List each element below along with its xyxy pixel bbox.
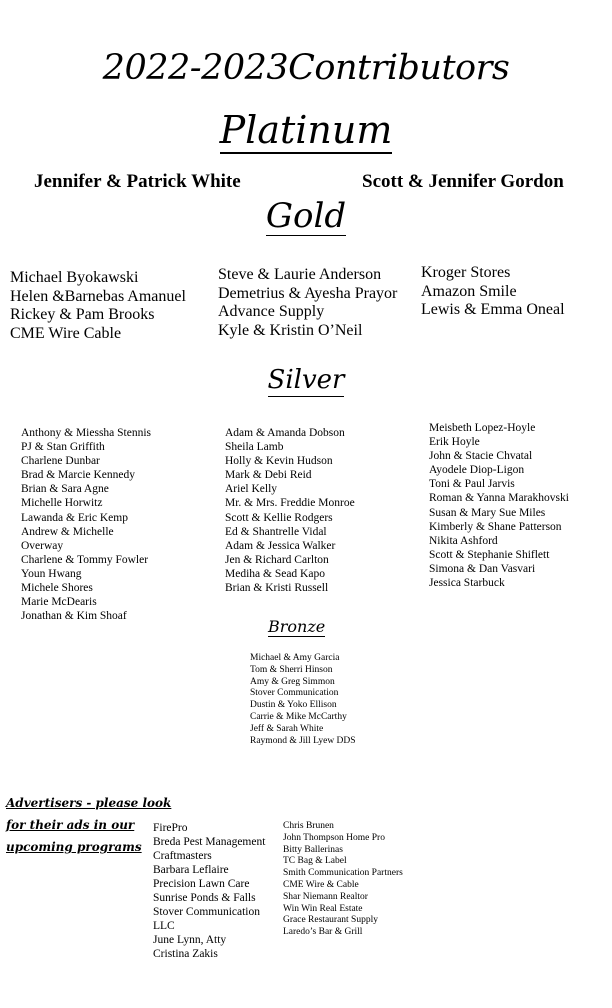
silver-contributor: Susan & Mary Sue Miles: [429, 506, 546, 519]
advertiser: Bitty Ballerinas: [283, 844, 343, 855]
silver-contributor: Jonathan & Kim Shoaf: [21, 610, 127, 623]
advertiser: Precision Lawn Care: [153, 878, 250, 890]
silver-contributor: Brian & Kristi Russell: [225, 582, 329, 595]
page-title: 2022-2023Contributors: [102, 48, 510, 88]
silver-contributor: Youn Hwang: [21, 567, 82, 580]
silver-contributor: Brad & Marcie Kennedy: [21, 469, 136, 482]
silver-contributor: Lawanda & Eric Kemp: [21, 511, 128, 524]
silver-contributor: Roman & Yanna Marakhovski: [429, 492, 569, 505]
advertiser: Smith Communication Partners: [283, 868, 403, 879]
silver-heading: [0, 364, 612, 397]
silver-contributor: Michele Shores: [21, 582, 93, 595]
advertiser: Cristina Zakis: [153, 948, 218, 960]
bronze-contributor: Jeff & Sarah White: [250, 723, 324, 734]
gold-contributor: CME Wire Cable: [10, 325, 122, 343]
advertiser: Barbara Leflaire: [153, 864, 229, 876]
platinum-heading-text: Platinum: [219, 108, 393, 152]
advertiser: Stover Communication: [153, 906, 261, 918]
advertiser: TC Bag & Label: [283, 856, 347, 867]
gold-heading: [0, 196, 612, 236]
silver-contributor: Mediha & Sead Kapo: [225, 567, 325, 580]
advertiser: June Lynn, Atty: [153, 934, 227, 946]
advertiser: Laredo’s Bar & Grill: [283, 927, 363, 938]
bronze-contributor: Michael & Amy Garcia: [250, 653, 340, 663]
silver-contributor: Adam & Amanda Dobson: [225, 427, 345, 439]
gold-contributor: Lewis & Emma Oneal: [421, 301, 565, 319]
silver-column-3: [429, 421, 569, 590]
silver-contributor: Jessica Starbuck: [429, 577, 505, 590]
platinum-contributor: Jennifer & Patrick White: [34, 171, 241, 192]
advertiser: Sunrise Ponds & Falls: [153, 892, 256, 904]
silver-contributor: Mr. & Mrs. Freddie Monroe: [225, 497, 355, 510]
silver-contributor: Charlene & Tommy Fowler: [21, 553, 149, 566]
gold-contributor: Advance Supply: [218, 303, 325, 321]
bronze-contributor: Carrie & Mike McCarthy: [250, 711, 347, 722]
gold-column-3: [421, 264, 565, 320]
silver-contributor: Anthony & Miessha Stennis: [21, 427, 152, 439]
silver-contributor: Ed & Shantrelle Vidal: [225, 525, 327, 538]
gold-contributor: Kyle & Kristin O’Neil: [218, 322, 363, 340]
advertiser: Shar Niemann Realtor: [283, 891, 368, 902]
bronze-contributor: Stover Communication: [250, 688, 339, 699]
silver-contributor: Overway: [21, 539, 64, 552]
silver-contributor: Scott & Stephanie Shiflett: [429, 548, 550, 561]
advertiser: CME Wire & Cable: [283, 879, 359, 890]
silver-contributor: Toni & Paul Jarvis: [429, 478, 515, 491]
advertiser: Craftmasters: [153, 850, 212, 862]
silver-contributor: Jen & Richard Carlton: [225, 553, 329, 566]
advertisers-note-line: for their ads in our: [6, 818, 135, 832]
silver-contributor: Kimberly & Shane Patterson: [429, 520, 562, 533]
silver-contributor: Michelle Horwitz: [21, 497, 103, 510]
bronze-heading-text: Bronze: [268, 617, 326, 636]
advertisers-note-line: Advertisers - please look: [6, 796, 172, 810]
silver-contributor: Mark & Debi Reid: [225, 469, 312, 482]
silver-contributor: Erik Hoyle: [429, 436, 480, 449]
advertiser: Grace Restaurant Supply: [283, 915, 378, 926]
silver-contributor: Meisbeth Lopez-Hoyle: [429, 422, 536, 434]
silver-contributor: PJ & Stan Griffith: [21, 441, 105, 454]
advertiser: LLC: [153, 920, 175, 932]
bronze-contributor: Tom & Sherri Hinson: [250, 664, 333, 675]
advertisers-note-line: upcoming programs: [6, 840, 142, 854]
silver-contributor: Andrew & Michelle: [21, 525, 114, 538]
silver-contributor: Sheila Lamb: [225, 441, 284, 454]
advertisers-column-1: [153, 821, 265, 961]
gold-heading-text: Gold: [265, 196, 347, 236]
silver-contributor: Scott & Kellie Rodgers: [225, 511, 333, 524]
advertiser: John Thompson Home Pro: [283, 832, 385, 843]
bronze-contributor: Dustin & Yoko Ellison: [250, 700, 337, 711]
platinum-heading: [0, 108, 612, 154]
bronze-list: [250, 653, 356, 747]
gold-contributor: Kroger Stores: [421, 264, 511, 281]
silver-contributor: Marie McDearis: [21, 596, 97, 609]
bronze-contributor: Amy & Greg Simmon: [250, 676, 335, 687]
silver-contributor: Charlene Dunbar: [21, 455, 100, 468]
gold-column-1: [10, 269, 186, 344]
gold-contributor: Rickey & Pam Brooks: [10, 306, 155, 324]
gold-contributor: Demetrius & Ayesha Prayor: [218, 284, 398, 302]
gold-contributor: Steve & Laurie Anderson: [218, 266, 382, 283]
silver-contributor: Nikita Ashford: [429, 534, 498, 547]
silver-contributor: John & Stacie Chvatal: [429, 450, 533, 463]
silver-contributor: Holly & Kevin Hudson: [225, 455, 333, 468]
advertisers-column-2: [283, 821, 403, 939]
advertiser: Chris Brunen: [283, 821, 334, 831]
gold-contributor: Michael Byokawski: [10, 269, 139, 286]
advertiser: Breda Pest Management: [153, 836, 266, 848]
silver-contributor: Adam & Jessica Walker: [225, 539, 336, 552]
silver-contributor: Simona & Dan Vasvari: [429, 562, 536, 575]
platinum-contributor: Scott & Jennifer Gordon: [362, 171, 564, 192]
silver-contributor: Ariel Kelly: [225, 483, 278, 496]
silver-column-1: [21, 426, 151, 623]
silver-heading-text: Silver: [267, 365, 345, 395]
bronze-contributor: Raymond & Jill Lyew DDS: [250, 735, 356, 746]
bronze-heading: [268, 617, 325, 637]
silver-contributor: Brian & Sara Agne: [21, 483, 109, 496]
gold-contributor: Helen &Barnebas Amanuel: [10, 287, 186, 305]
silver-column-2: [225, 426, 355, 595]
advertiser: Win Win Real Estate: [283, 903, 363, 914]
silver-contributor: Ayodele Diop-Ligon: [429, 464, 525, 477]
gold-column-2: [218, 266, 397, 341]
advertiser: FirePro: [153, 822, 188, 834]
gold-contributor: Amazon Smile: [421, 282, 517, 300]
